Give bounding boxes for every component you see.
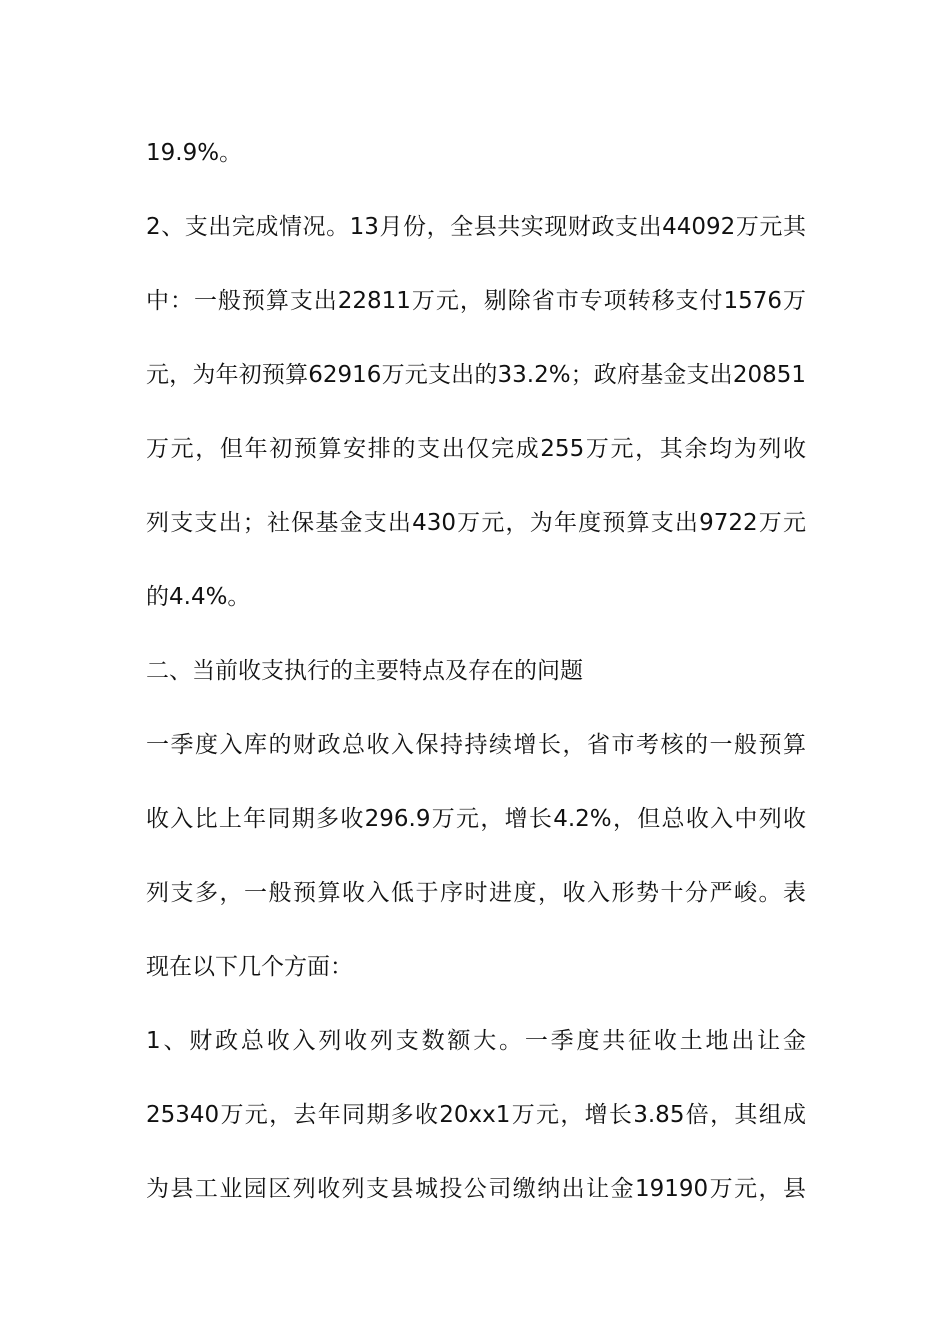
text-line: 现在以下几个方面： [146,954,353,980]
text-line: 中：一般预算支出22811万元，剔除省市专项转移支付1576万 [146,288,806,314]
text-line: 1、财政总收入列收列支数额大。一季度共征收土地出让金 [146,1028,806,1054]
text-line: 的4.4%。 [146,584,251,610]
document-body [146,130,806,1240]
text-line: 列支支出；社保基金支出430万元，为年度预算支出9722万元 [146,510,806,536]
text-line: 列支多，一般预算收入低于序时进度，收入形势十分严峻。表 [146,880,806,906]
text-line: 元，为年初预算62916万元支出的33.2%；政府基金支出20851 [146,362,806,388]
text-line: 25340万元，去年同期多收20xx1万元，增长3.85倍，其组成 [146,1102,806,1128]
text-line: 19.9%。 [146,140,243,166]
text-line: 2、支出完成情况。13月份，全县共实现财政支出44092万元其 [146,214,806,240]
text-line: 万元，但年初预算安排的支出仅完成255万元，其余均为列收 [146,436,806,462]
text-line: 一季度入库的财政总收入保持持续增长，省市考核的一般预算 [146,732,806,758]
section-heading: 二、当前收支执行的主要特点及存在的问题 [146,658,583,684]
text-line: 为县工业园区列收列支县城投公司缴纳出让金19190万元，县 [146,1176,806,1202]
text-line: 收入比上年同期多收296.9万元，增长4.2%，但总收入中列收 [146,806,806,832]
